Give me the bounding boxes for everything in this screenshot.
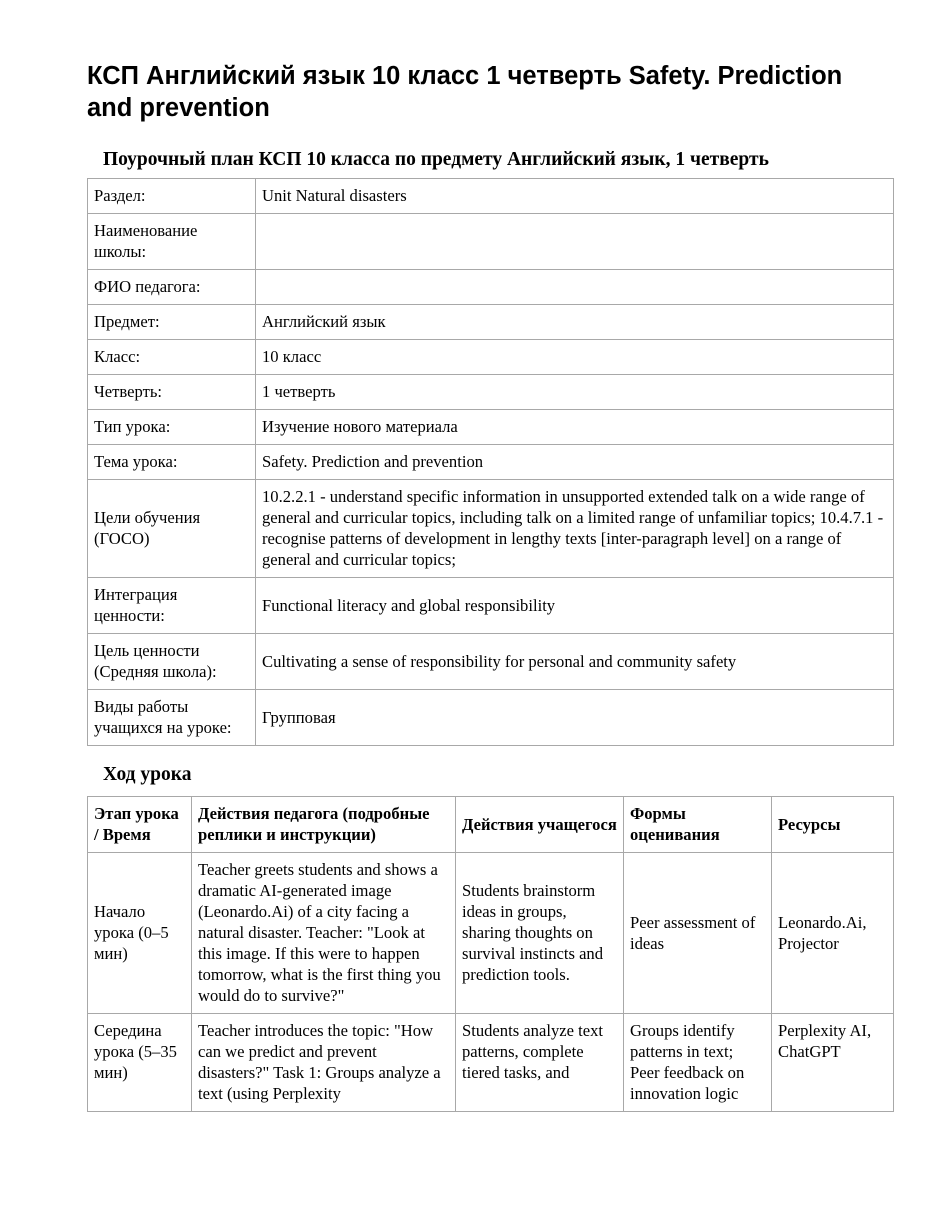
info-label: Предмет:	[88, 305, 256, 340]
table-row	[88, 1014, 894, 1112]
info-value: 10.2.2.1 - understand specific information in unsupported extended talk on a wide range of general and curricular topics, including talk on a limited range of unfamiliar topics; 10.4.7.1 - recognise patterns of development in lengthy texts [inter-paragraph level] on a range of general and curricular topics;	[256, 480, 894, 578]
info-label: Тип урока:	[88, 410, 256, 445]
lesson-info-table	[87, 178, 894, 746]
course-heading: Ход урока	[103, 764, 192, 785]
info-row	[88, 634, 894, 690]
info-value: Английский язык	[256, 305, 894, 340]
info-row	[88, 445, 894, 480]
resources-cell: Perplexity AI, ChatGPT	[772, 1014, 894, 1112]
info-value	[256, 214, 894, 270]
info-label: Цель ценности (Средняя школа):	[88, 634, 256, 690]
info-label: Четверть:	[88, 375, 256, 410]
info-row	[88, 214, 894, 270]
header-student-actions: Действия учащегося	[456, 797, 624, 853]
document-title: КСП Английский язык 10 класс 1 четверть Safety. Prediction and prevention	[87, 62, 843, 122]
info-label: Виды работы учащихся на уроке:	[88, 690, 256, 746]
teacher-actions-cell: Teacher introduces the topic: "How can we predict and prevent disasters?" Task 1: Groups analyze a text (using Perplexity	[192, 1014, 456, 1112]
student-actions-cell: Students analyze text patterns, complete tiered tasks, and	[456, 1014, 624, 1112]
info-value: Unit Natural disasters	[256, 179, 894, 214]
info-value: 10 класс	[256, 340, 894, 375]
info-row	[88, 410, 894, 445]
student-actions-cell: Students brainstorm ideas in groups, sharing thoughts on survival instincts and prediction tools.	[456, 853, 624, 1014]
info-row	[88, 340, 894, 375]
course-header-row	[88, 797, 894, 853]
info-value: Functional literacy and global responsibility	[256, 578, 894, 634]
resources-cell: Leonardo.Ai, Projector	[772, 853, 894, 1014]
plan-heading: Поурочный план КСП 10 класса по предмету Английский язык, 1 четверть	[103, 149, 769, 170]
header-teacher-actions: Действия педагога (подробные реплики и инструкции)	[192, 797, 456, 853]
assessment-cell: Groups identify patterns in text; Peer feedback on innovation logic	[624, 1014, 772, 1112]
stage-cell: Середина урока (5–35 мин)	[88, 1014, 192, 1112]
assessment-cell: Peer assessment of ideas	[624, 853, 772, 1014]
info-value: 1 четверть	[256, 375, 894, 410]
info-value	[256, 270, 894, 305]
table-row	[88, 853, 894, 1014]
info-label: Наименование школы:	[88, 214, 256, 270]
info-label: Класс:	[88, 340, 256, 375]
info-label: Тема урока:	[88, 445, 256, 480]
lesson-course-table	[87, 796, 894, 1112]
header-assessment: Формы оценивания	[624, 797, 772, 853]
info-row	[88, 179, 894, 214]
header-stage: Этап урока / Время	[88, 797, 192, 853]
document-page	[87, 60, 893, 1112]
info-value: Групповая	[256, 690, 894, 746]
info-value: Изучение нового материала	[256, 410, 894, 445]
info-row	[88, 690, 894, 746]
info-label: ФИО педагога:	[88, 270, 256, 305]
teacher-actions-cell: Teacher greets students and shows a dramatic AI-generated image (Leonardo.Ai) of a city facing a natural disaster. Teacher: "Look at this image. If this were to happen tomorrow, what is the first thing you would do to survive?"	[192, 853, 456, 1014]
info-label: Интеграция ценности:	[88, 578, 256, 634]
info-row	[88, 270, 894, 305]
info-row	[88, 375, 894, 410]
info-value: Cultivating a sense of responsibility for personal and community safety	[256, 634, 894, 690]
info-value: Safety. Prediction and prevention	[256, 445, 894, 480]
info-row	[88, 305, 894, 340]
stage-cell: Начало урока (0–5 мин)	[88, 853, 192, 1014]
header-resources: Ресурсы	[772, 797, 894, 853]
info-label: Цели обучения (ГОСО)	[88, 480, 256, 578]
info-row	[88, 578, 894, 634]
info-row	[88, 480, 894, 578]
info-label: Раздел:	[88, 179, 256, 214]
